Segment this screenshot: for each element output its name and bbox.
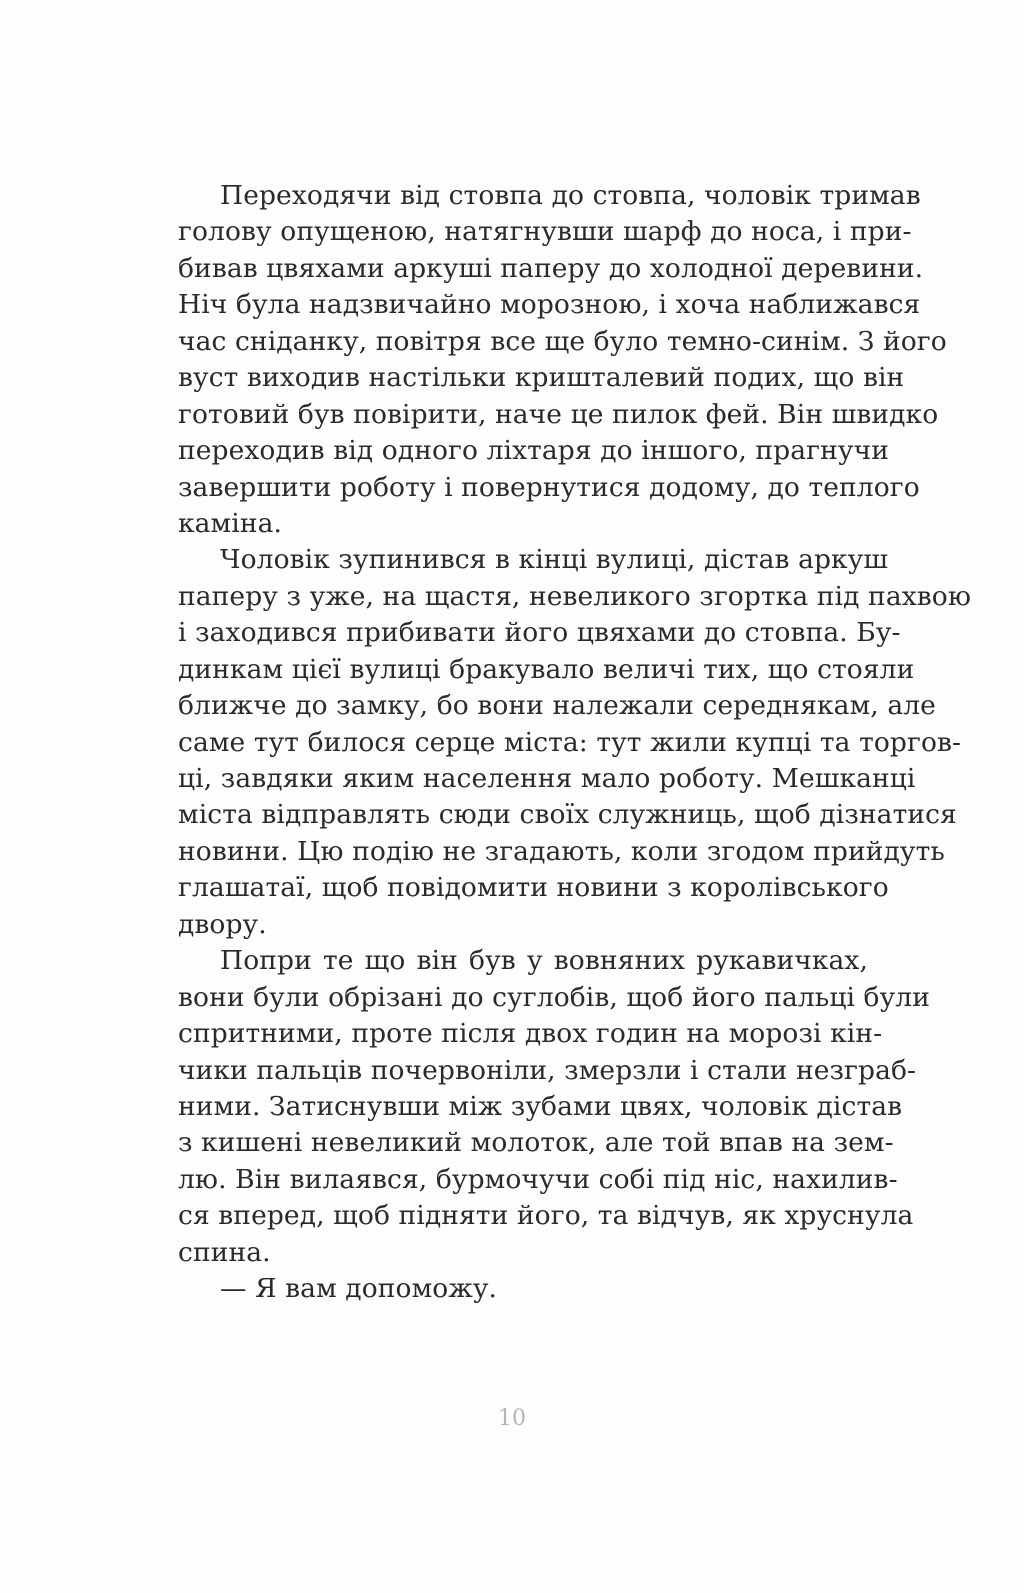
- text-line: з кишені невеликий молоток, але той впав на зем-: [178, 1127, 894, 1159]
- text-line: голову опущеною, натягнувши шарф до носа, і при-: [178, 216, 912, 248]
- dialogue-line: — Я вам допоможу.: [220, 1273, 498, 1305]
- text-line: бивав цвяхами аркуші паперу до холодної деревини.: [178, 252, 924, 284]
- text-line: Ніч була надзвичайно морозною, і хоча наближався: [178, 289, 921, 321]
- body-text: [178, 178, 972, 1308]
- text-line: чики пальців почервоніли, змерзли і стали незграб-: [178, 1054, 917, 1086]
- text-line: і заходився прибивати його цвяхами до стовпа. Бу-: [178, 617, 901, 649]
- text-line: міста відправлять сюди своїх служниць, щоб дізнатися: [178, 799, 957, 831]
- text-line: вуст виходив настільки кришталевий подих, що він: [178, 362, 905, 394]
- paragraph-4-dialogue: [178, 1271, 868, 1307]
- page-number: 10: [498, 1406, 526, 1431]
- text-line: каміна.: [178, 507, 283, 539]
- paragraph-1: [178, 178, 947, 542]
- text-line: новини. Цю подію не згадають, коли згодом прийдуть: [178, 835, 945, 867]
- text-line: переходив від одного ліхтаря до іншого, прагнучи: [178, 435, 889, 467]
- text-line: Чоловік зупинився в кінці вулиці, дістав аркуш: [220, 544, 889, 576]
- text-line: спритними, проте після двох годин на морозі кін-: [178, 1018, 883, 1050]
- text-line: вони були обрізані до суглобів, щоб його пальці були: [178, 981, 931, 1013]
- text-line: лю. Він вилаявся, бурмочучи собі під ніс, нахилив-: [178, 1163, 898, 1195]
- text-line: двору.: [178, 908, 267, 940]
- paragraph-3: [178, 943, 931, 1271]
- paragraph-2: [178, 542, 972, 943]
- text-line: ближче до замку, бо вони належали середнякам, але: [178, 690, 936, 722]
- text-line: завершити роботу і повернутися додому, до теплого: [178, 471, 920, 503]
- text-line: Попри те що він був у вовняних рукавичках,: [220, 945, 868, 977]
- text-line: готовий був повірити, наче це пилок фей. Він швидко: [178, 398, 939, 430]
- text-line: Переходячи від стовпа до стовпа, чоловік тримав: [220, 180, 921, 211]
- text-line: глашатаї, щоб повідомити новини з королівського: [178, 872, 889, 904]
- text-line: динкам цієї вулиці бракувало величі тих, що стояли: [178, 653, 915, 685]
- text-line: спина.: [178, 1236, 271, 1268]
- text-line: паперу з уже, на щастя, невеликого згортка під пахвою: [178, 580, 972, 612]
- text-line: ці, завдяки яким населення мало роботу. Мешканці: [178, 763, 916, 794]
- text-line: ся вперед, щоб підняти його, та відчув, як хруснула: [178, 1200, 914, 1232]
- text-line: саме тут билося серце міста: тут жили купці та торгов-: [178, 726, 962, 758]
- text-line: ними. Затиснувши між зубами цвях, чоловік дістав: [178, 1090, 903, 1122]
- text-line: час сніданку, повітря все ще було темно-синім. З його: [178, 325, 947, 357]
